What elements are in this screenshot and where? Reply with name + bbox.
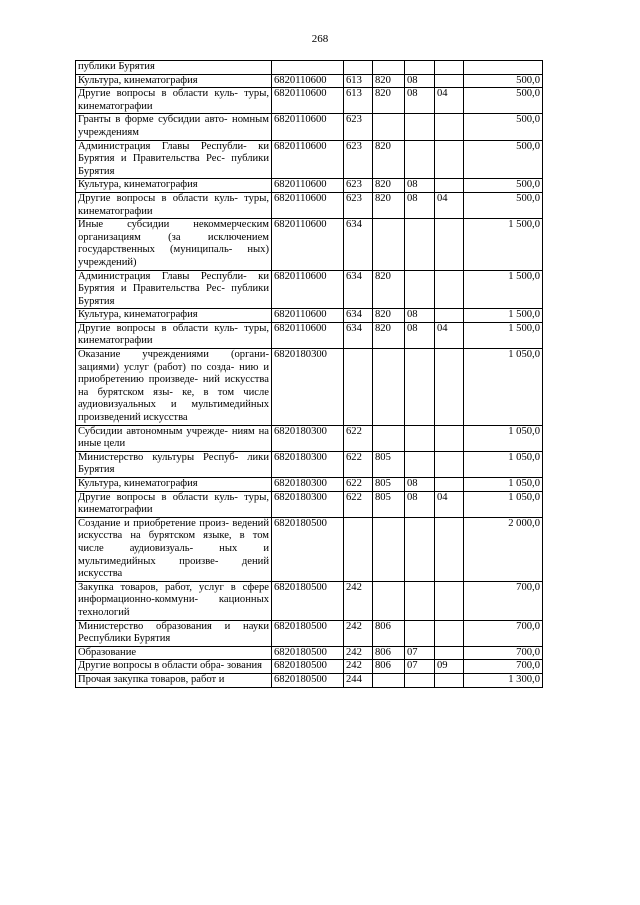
expense-type-cell: 623 [344,140,373,179]
table-row [76,74,543,88]
ministry-code-cell: 820 [373,74,405,88]
table-row [76,179,543,193]
amount-cell: 1 300,0 [464,673,543,687]
section-cell [405,219,435,270]
ministry-code-cell: 820 [373,270,405,309]
table-row [76,114,543,140]
ministry-code-cell [373,673,405,687]
expense-type-cell: 613 [344,74,373,88]
table-row [76,451,543,477]
row-name-cell: Культура, кинематография [76,309,272,323]
budget-table-body [76,61,543,688]
row-name-cell: Администрация Главы Республи- ки Бурятия и Правительства Рес- публики Бурятия [76,140,272,179]
target-article-cell: 6820180500 [272,517,344,581]
ministry-code-cell: 806 [373,620,405,646]
expense-type-cell: 613 [344,88,373,114]
row-name-cell: Другие вопросы в области куль- туры, кинематографии [76,491,272,517]
section-cell [405,61,435,75]
row-name-cell: Министерство образования и науки Республики Бурятия [76,620,272,646]
row-name-cell: публики Бурятия [76,61,272,75]
subsection-cell [435,478,464,492]
table-row [76,270,543,309]
table-row [76,61,543,75]
amount-cell: 1 500,0 [464,219,543,270]
section-cell [405,114,435,140]
row-name-cell: Образование [76,646,272,660]
subsection-cell [435,61,464,75]
expense-type-cell: 623 [344,179,373,193]
table-row [76,673,543,687]
subsection-cell [435,673,464,687]
target-article-cell: 6820110600 [272,322,344,348]
page-number: 268 [311,33,329,45]
ministry-code-cell: 806 [373,660,405,674]
ministry-code-cell: 820 [373,179,405,193]
section-cell: 08 [405,478,435,492]
amount-cell: 700,0 [464,620,543,646]
row-name-cell: Культура, кинематография [76,74,272,88]
amount-cell: 1 500,0 [464,270,543,309]
table-row [76,581,543,620]
section-cell: 08 [405,491,435,517]
expense-type-cell: 244 [344,673,373,687]
target-article-cell [272,61,344,75]
table-row [76,478,543,492]
target-article-cell: 6820110600 [272,192,344,218]
ministry-code-cell: 820 [373,192,405,218]
row-name-cell: Иные субсидии некоммерческим организациям (за исключением государственных (муниципаль- ных) учреждений) [76,219,272,270]
table-row [76,219,543,270]
target-article-cell: 6820110600 [272,309,344,323]
amount-cell: 1 500,0 [464,309,543,323]
expense-type-cell: 242 [344,581,373,620]
subsection-cell: 09 [435,660,464,674]
expense-type-cell: 622 [344,451,373,477]
amount-cell: 500,0 [464,88,543,114]
target-article-cell: 6820180300 [272,451,344,477]
ministry-code-cell [373,425,405,451]
section-cell [405,451,435,477]
target-article-cell: 6820110600 [272,179,344,193]
section-cell: 08 [405,309,435,323]
target-article-cell: 6820110600 [272,140,344,179]
section-cell: 08 [405,322,435,348]
section-cell [405,140,435,179]
subsection-cell [435,349,464,426]
target-article-cell: 6820110600 [272,114,344,140]
table-row [76,192,543,218]
amount-cell: 1 050,0 [464,491,543,517]
expense-type-cell: 634 [344,309,373,323]
expense-type-cell: 623 [344,192,373,218]
section-cell: 07 [405,660,435,674]
amount-cell: 700,0 [464,646,543,660]
row-name-cell: Оказание учреждениями (органи- зациями) услуг (работ) по созда- нию и приобретению произведе- ний искусства на бурятском язы- ке, в том числе аудиовизуальных и мультимедийных произведений искусства [76,349,272,426]
subsection-cell: 04 [435,192,464,218]
subsection-cell [435,114,464,140]
table-row [76,425,543,451]
ministry-code-cell: 820 [373,140,405,179]
ministry-code-cell [373,581,405,620]
row-name-cell: Гранты в форме субсидии авто- номным учреждениям [76,114,272,140]
expense-type-cell: 622 [344,491,373,517]
section-cell: 08 [405,74,435,88]
section-cell [405,349,435,426]
subsection-cell [435,270,464,309]
budget-table [75,60,543,688]
row-name-cell: Другие вопросы в области куль- туры, кинематографии [76,322,272,348]
table-row [76,620,543,646]
ministry-code-cell [373,517,405,581]
target-article-cell: 6820110600 [272,270,344,309]
ministry-code-cell: 820 [373,309,405,323]
ministry-code-cell [373,114,405,140]
expense-type-cell: 622 [344,425,373,451]
target-article-cell: 6820180300 [272,425,344,451]
amount-cell: 1 050,0 [464,451,543,477]
amount-cell: 500,0 [464,114,543,140]
subsection-cell [435,451,464,477]
section-cell [405,270,435,309]
ministry-code-cell: 805 [373,478,405,492]
subsection-cell [435,219,464,270]
row-name-cell: Субсидии автономным учрежде- ниям на иные цели [76,425,272,451]
subsection-cell: 04 [435,322,464,348]
amount-cell: 500,0 [464,179,543,193]
amount-cell: 500,0 [464,192,543,218]
table-row [76,88,543,114]
section-cell: 07 [405,646,435,660]
table-row [76,517,543,581]
target-article-cell: 6820180500 [272,581,344,620]
target-article-cell: 6820110600 [272,88,344,114]
ministry-code-cell: 820 [373,322,405,348]
ministry-code-cell [373,349,405,426]
target-article-cell: 6820110600 [272,74,344,88]
target-article-cell: 6820180300 [272,478,344,492]
section-cell [405,517,435,581]
section-cell [405,673,435,687]
expense-type-cell: 242 [344,620,373,646]
section-cell [405,581,435,620]
row-name-cell: Другие вопросы в области куль- туры, кинематографии [76,192,272,218]
target-article-cell: 6820180500 [272,646,344,660]
subsection-cell [435,581,464,620]
table-row [76,491,543,517]
target-article-cell: 6820110600 [272,219,344,270]
amount-cell: 1 500,0 [464,322,543,348]
subsection-cell [435,620,464,646]
row-name-cell: Другие вопросы в области обра- зования [76,660,272,674]
target-article-cell: 6820180500 [272,660,344,674]
target-article-cell: 6820180500 [272,673,344,687]
section-cell: 08 [405,179,435,193]
table-row [76,646,543,660]
subsection-cell [435,179,464,193]
row-name-cell: Прочая закупка товаров, работ и [76,673,272,687]
expense-type-cell [344,349,373,426]
ministry-code-cell: 805 [373,451,405,477]
section-cell [405,620,435,646]
expense-type-cell: 242 [344,660,373,674]
subsection-cell [435,646,464,660]
table-row [76,309,543,323]
expense-type-cell: 634 [344,322,373,348]
ministry-code-cell: 820 [373,88,405,114]
amount-cell: 1 050,0 [464,349,543,426]
subsection-cell: 04 [435,491,464,517]
expense-type-cell: 623 [344,114,373,140]
row-name-cell: Культура, кинематография [76,478,272,492]
row-name-cell: Культура, кинематография [76,179,272,193]
amount-cell: 2 000,0 [464,517,543,581]
row-name-cell: Закупка товаров, работ, услуг в сфере информационно-коммуни- кационных технологий [76,581,272,620]
target-article-cell: 6820180300 [272,491,344,517]
section-cell: 08 [405,88,435,114]
table-row [76,349,543,426]
table-row [76,660,543,674]
expense-type-cell [344,61,373,75]
target-article-cell: 6820180300 [272,349,344,426]
amount-cell: 1 050,0 [464,478,543,492]
amount-cell: 700,0 [464,581,543,620]
ministry-code-cell [373,61,405,75]
table-row [76,322,543,348]
subsection-cell [435,517,464,581]
target-article-cell: 6820180500 [272,620,344,646]
subsection-cell: 04 [435,88,464,114]
amount-cell: 500,0 [464,140,543,179]
ministry-code-cell: 805 [373,491,405,517]
expense-type-cell: 634 [344,270,373,309]
expense-type-cell: 634 [344,219,373,270]
row-name-cell: Министерство культуры Респуб- лики Бурятия [76,451,272,477]
table-row [76,140,543,179]
expense-type-cell: 242 [344,646,373,660]
row-name-cell: Администрация Главы Республи- ки Бурятия и Правительства Рес- публики Бурятия [76,270,272,309]
amount-cell [464,61,543,75]
amount-cell: 1 050,0 [464,425,543,451]
section-cell: 08 [405,192,435,218]
amount-cell: 500,0 [464,74,543,88]
ministry-code-cell: 806 [373,646,405,660]
row-name-cell: Другие вопросы в области куль- туры, кинематографии [76,88,272,114]
subsection-cell [435,309,464,323]
expense-type-cell [344,517,373,581]
row-name-cell: Создание и приобретение произ- ведений искусства на бурятском языке, в том числе аудиовизуаль- ных и мультимедийных произве- дений искусства [76,517,272,581]
subsection-cell [435,425,464,451]
subsection-cell [435,140,464,179]
subsection-cell [435,74,464,88]
section-cell [405,425,435,451]
ministry-code-cell [373,219,405,270]
amount-cell: 700,0 [464,660,543,674]
expense-type-cell: 622 [344,478,373,492]
